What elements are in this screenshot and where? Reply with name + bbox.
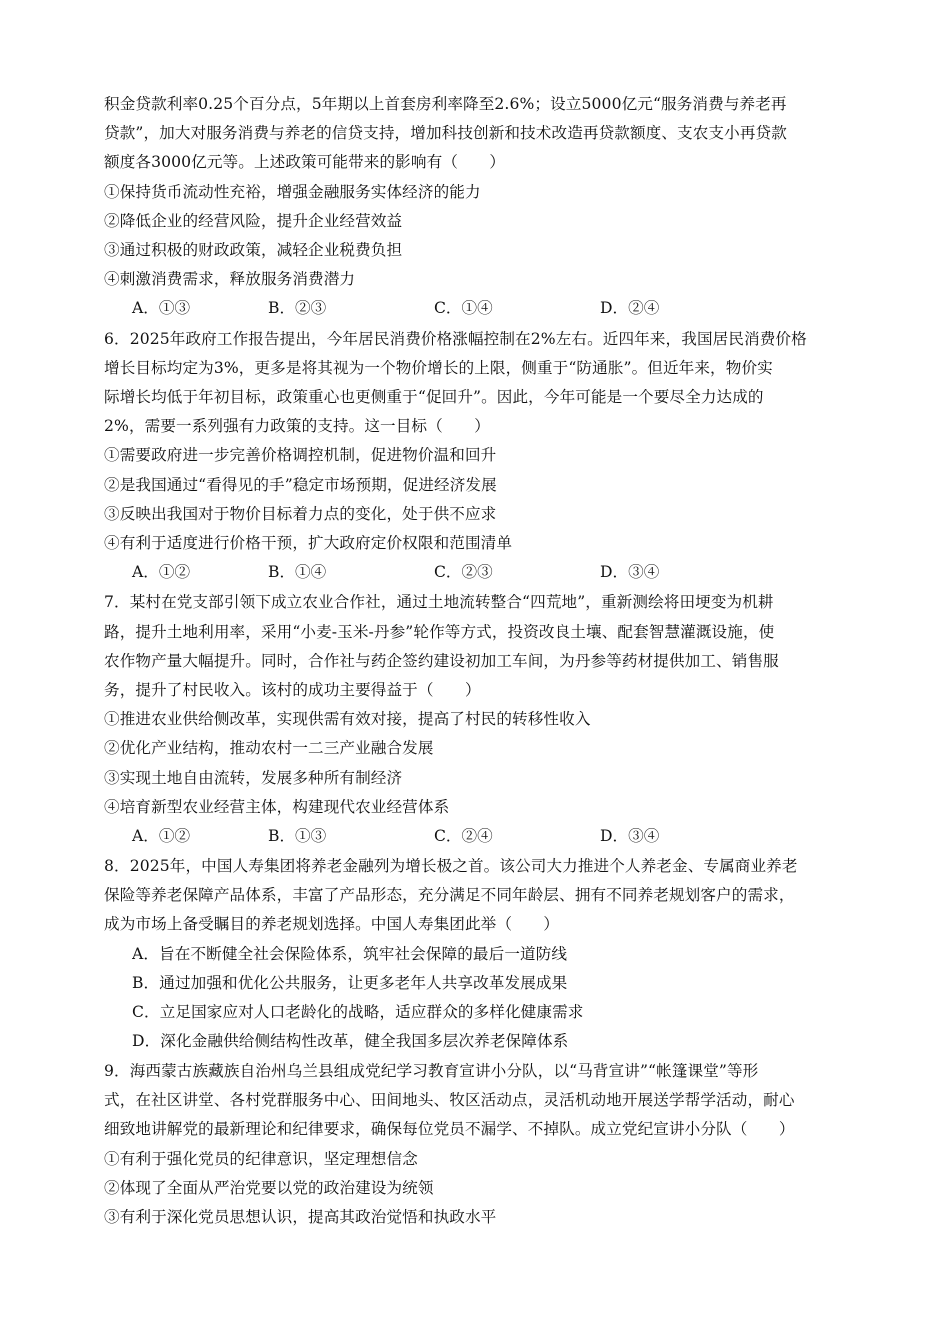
q6-stem-line-3: 际增长均低于年初目标，政策重心也更侧重于“促回升”。因此，今年可能是一个要尽全力达成的: [104, 388, 764, 406]
q7-stem-line-4: 务，提升了村民收入。该村的成功主要得益于（ ）: [104, 681, 481, 699]
q9-statement-3: ③有利于深化党员思想认识，提高其政治觉悟和执政水平: [104, 1208, 497, 1226]
q7-option-d: D．③④: [600, 827, 660, 845]
q8-choice-c: C．立足国家应对人口老龄化的战略，适应群众的多样化健康需求: [132, 1003, 584, 1021]
q5-option-c: C．①④: [434, 299, 493, 317]
q7-stem-line-2: 路，提升土地利用率，采用“小麦-玉米-丹参”轮作等方式，投资改良土壤、配套智慧灌溉设施，使: [104, 623, 775, 641]
q7-statement-3: ③实现土地自由流转，发展多种所有制经济: [104, 769, 403, 787]
q7-stem-line-3: 农作物产量大幅提升。同时，合作社与药企签约建设初加工车间，为丹参等药材提供加工、销售服: [104, 652, 779, 670]
q9-statement-1: ①有利于强化党员的纪律意识，坚定理想信念: [104, 1150, 418, 1168]
q8-stem-line-1: 8．2025年，中国人寿集团将养老金融列为增长极之首。该公司大力推进个人养老金、专属商业养老: [104, 857, 798, 875]
q6-stem-line-1: 6．2025年政府工作报告提出，今年居民消费价格涨幅控制在2%左右。近四年来，我国居民消费价格: [104, 330, 807, 348]
q6-statement-3: ③反映出我国对于物价目标着力点的变化，处于供不应求: [104, 505, 497, 523]
q5-stem-line-2: 贷款”，加大对服务消费与养老的信贷支持，增加科技创新和技术改造再贷款额度、支农支小再贷款: [104, 124, 787, 142]
q5-stem-line-3: 额度各3000亿元等。上述政策可能带来的影响有（ ）: [104, 153, 506, 171]
q7-option-b: B．①③: [268, 827, 327, 845]
q6-option-b: B．①④: [268, 563, 327, 581]
q5-option-b: B．②③: [268, 299, 327, 317]
q7-option-a: A．①②: [132, 827, 191, 845]
q5-option-a: A．①③: [132, 299, 191, 317]
q5-stem-line-1: 积金贷款利率0.25个百分点，5年期以上首套房利率降至2.6%；设立5000亿元“服务消费与养老再: [104, 95, 787, 113]
q6-option-c: C．②③: [434, 563, 493, 581]
q8-choice-b: B．通过加强和优化公共服务，让更多老年人共享改革发展成果: [132, 974, 568, 992]
q7-statement-1: ①推进农业供给侧改革，实现供需有效对接，提高了村民的转移性收入: [104, 710, 591, 728]
q9-stem-line-2: 式，在社区讲堂、各村党群服务中心、田间地头、牧区活动点，灵活机动地开展送学帮学活动，耐心: [104, 1091, 795, 1109]
q6-option-a: A．①②: [132, 563, 191, 581]
q8-choice-d: D．深化金融供给侧结构性改革，健全我国多层次养老保障体系: [132, 1032, 569, 1050]
q6-statement-1: ①需要政府进一步完善价格调控机制，促进物价温和回升: [104, 446, 497, 464]
q8-choice-a: A．旨在不断健全社会保险体系，筑牢社会保障的最后一道防线: [132, 945, 568, 963]
q6-stem-line-2: 增长目标均定为3%，更多是将其视为一个物价增长的上限，侧重于“防通胀”。但近年来，物价实: [104, 359, 773, 377]
q5-statement-1: ①保持货币流动性充裕，增强金融服务实体经济的能力: [104, 183, 481, 201]
q7-option-c: C．②④: [434, 827, 493, 845]
q6-statement-2: ②是我国通过“看得见的手”稳定市场预期，促进经济发展: [104, 476, 497, 494]
q6-statement-4: ④有利于适度进行价格干预，扩大政府定价权限和范围清单: [104, 534, 513, 552]
q8-stem-line-2: 保险等养老保障产品体系，丰富了产品形态，充分满足不同年龄层、拥有不同养老规划客户的需求，: [104, 886, 795, 904]
q7-statement-2: ②优化产业结构，推动农村一二三产业融合发展: [104, 739, 434, 757]
q5-statement-3: ③通过积极的财政政策，减轻企业税费负担: [104, 241, 403, 259]
q5-statement-2: ②降低企业的经营风险，提升企业经营效益: [104, 212, 403, 230]
q9-statement-2: ②体现了全面从严治党要以党的政治建设为统领: [104, 1179, 434, 1197]
q8-stem-line-3: 成为市场上备受瞩目的养老规划选择。中国人寿集团此举（ ）: [104, 915, 560, 933]
q9-stem-line-1: 9．海西蒙古族藏族自治州乌兰县组成党纪学习教育宣讲小分队，以“马背宣讲”“帐篷课堂”等形: [104, 1062, 759, 1080]
q6-option-d: D．③④: [600, 563, 660, 581]
q7-stem-line-1: 7．某村在党支部引领下成立农业合作社，通过土地流转整合“四荒地”，重新测绘将田埂变为机耕: [104, 593, 774, 611]
q5-statement-4: ④刺激消费需求，释放服务消费潜力: [104, 270, 356, 288]
q9-stem-line-3: 细致地讲解党的最新理论和纪律要求，确保每位党员不漏学、不掉队。成立党纪宣讲小分队（ ）: [104, 1120, 795, 1138]
q6-stem-line-4: 2%，需要一系列强有力政策的支持。这一目标（ ）: [104, 417, 490, 435]
q7-statement-4: ④培育新型农业经营主体，构建现代农业经营体系: [104, 798, 450, 816]
q5-option-d: D．②④: [600, 299, 660, 317]
